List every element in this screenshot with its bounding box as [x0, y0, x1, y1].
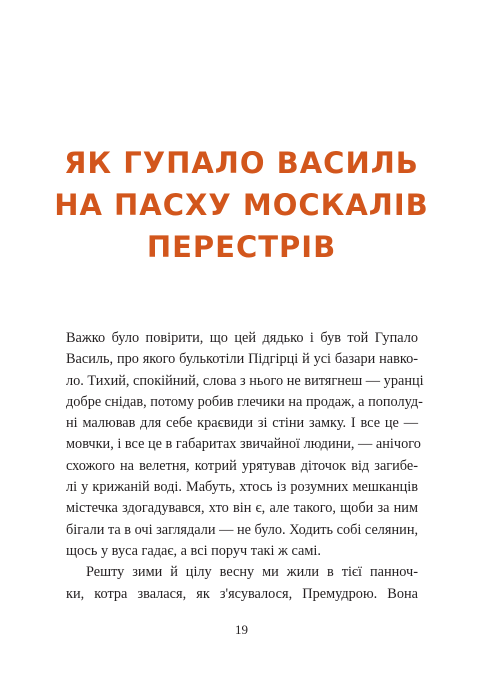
- text-line: ло. Тихий, спокійний, слова з нього не витягнеш — уранці: [66, 372, 424, 389]
- chapter-title-line-1: ЯК ГУПАЛО ВАСИЛЬ: [64, 146, 419, 180]
- text-line: добре снідав, потому робив глечики на продаж, а пополуд-: [66, 393, 423, 410]
- chapter-title-line-2: НА ПАСХУ МОСКАЛІВ: [54, 188, 429, 222]
- paragraph-1: [66, 328, 424, 562]
- chapter-title-line-3: ПЕРЕСТРІВ: [146, 230, 337, 264]
- text-line: мовчки, і все це в габаритах звичайної людини, — анічого: [66, 436, 421, 453]
- text-line: Василь, про якого булькотіли Підгірці й усі базари навко-: [66, 351, 418, 368]
- text-line: Важко було повірити, що цей дядько і був той Гупало: [66, 330, 418, 346]
- chapter-title: [20, 142, 463, 268]
- text-line: лі у крижаній воді. Мабуть, хтось із розумних мешканців: [66, 479, 418, 496]
- page-number: 19: [235, 622, 248, 637]
- text-line: схожого на велетня, котрий урятував діточок від загибе-: [66, 457, 418, 474]
- text-line: щось у вуса гадає, а всі поруч такі ж самі.: [66, 542, 321, 559]
- text-line: Решту зими й цілу весну ми жили в тієї панноч-: [86, 564, 418, 581]
- text-line: бігали та в очі заглядали — не було. Ходить собі селянин,: [66, 521, 419, 538]
- text-line: ки, котра звалася, як з'ясувалося, Премудрою. Вона: [66, 585, 418, 602]
- text-line: містечка здогадувався, хто він є, але такого, щоби за ним: [66, 500, 418, 517]
- paragraph-2: [66, 562, 418, 605]
- text-line: ні малював для себе краєвиди зі стіни замку. І все це —: [66, 415, 418, 432]
- body-text: [66, 328, 424, 605]
